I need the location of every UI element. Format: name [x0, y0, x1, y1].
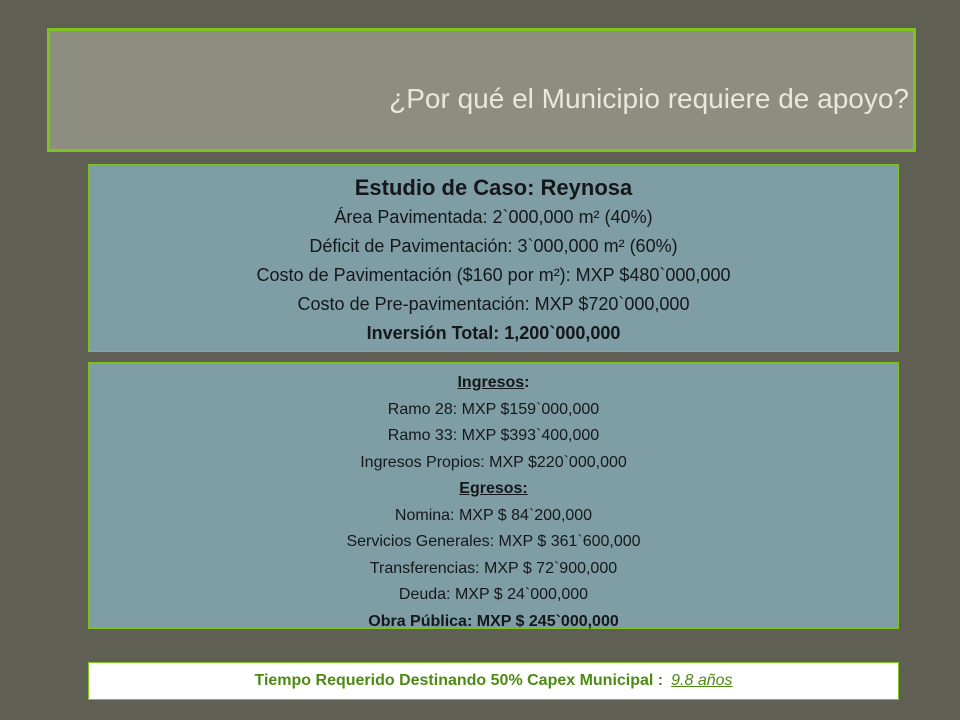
paving-cost-line: Costo de Pavimentación ($160 por m²): MXP $480`000,000	[256, 265, 731, 285]
income-heading: Ingresos:	[457, 374, 530, 391]
slide-title: ¿Por qué el Municipio requiere de apoyo?	[389, 83, 909, 114]
time-required-box	[88, 662, 899, 700]
pre-paving-cost-line: Costo de Pre-pavimentación: MXP $720`000,000	[297, 294, 690, 314]
income-item-ramo-33: Ramo 33: MXP $393`400,000	[387, 427, 600, 444]
public-works-line: Obra Pública: MXP $ 245`000,000	[368, 612, 619, 630]
expense-item-debt: Deuda: MXP $ 24`000,000	[398, 586, 589, 603]
total-investment-line: Inversión Total: 1,200`000,000	[366, 323, 621, 343]
paved-area-line: Área Pavimentada: 2`000,000 m² (40%)	[334, 207, 653, 227]
expense-item-payroll: Nomina: MXP $ 84`200,000	[394, 506, 593, 524]
income-item-own-revenue: Ingresos Propios: MXP $220`000,000	[360, 453, 627, 471]
expense-heading	[89, 476, 898, 503]
case-study-panel	[88, 164, 899, 352]
title-box	[47, 28, 916, 152]
income-item-ramo-28: Ramo 28: MXP $159`000,000	[387, 400, 600, 418]
time-required-value: 9.8 años	[671, 672, 733, 689]
expense-item-transfers: Transferencias: MXP $ 72`900,000	[369, 559, 618, 577]
time-required-label: Tiempo Requerido Destinando 50% Capex Municipal :	[254, 672, 664, 689]
expense-item-general-services: Servicios Generales: MXP $ 361`600,000	[346, 533, 641, 550]
income-heading-label: Ingresos	[457, 374, 525, 391]
finances-panel	[88, 362, 899, 629]
expense-heading-label: Egresos:	[459, 480, 528, 497]
case-study-title: Estudio de Caso: Reynosa	[354, 175, 633, 200]
paving-deficit-line: Déficit de Pavimentación: 3`000,000 m² (60%)	[309, 236, 678, 256]
